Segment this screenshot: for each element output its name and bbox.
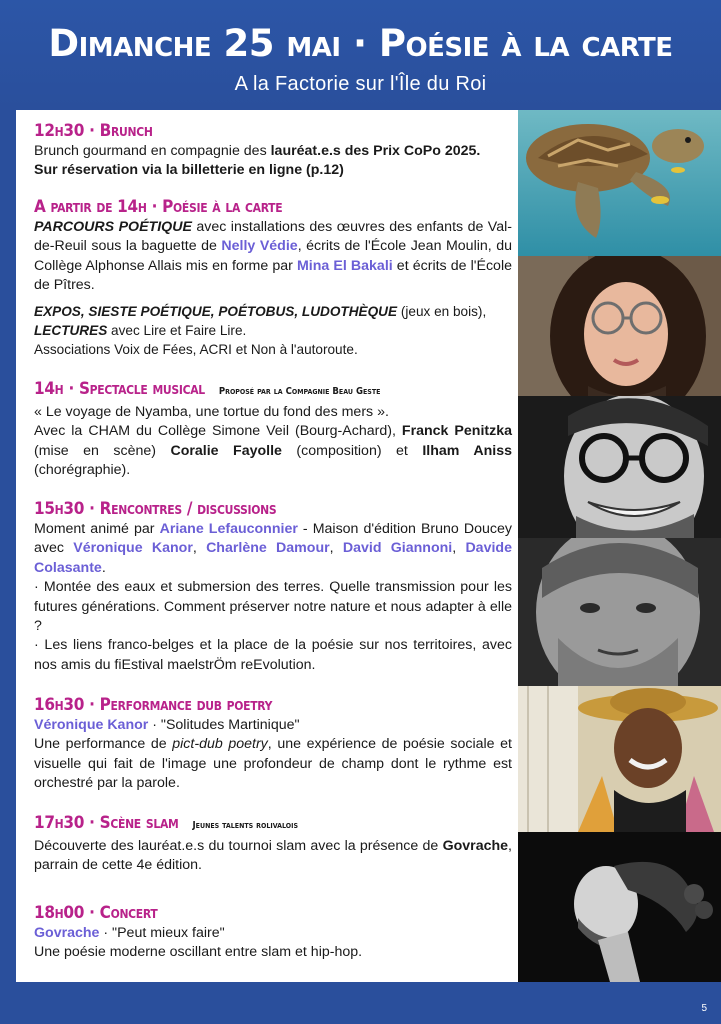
section-text: EXPOS, SIESTE POÉTIQUE, POÉTOBUS, LUDOTHÈQUE (jeux en bois), LECTURES avec Lire et Faire Lire. Associations Voix de Fées, ACRI et Non à l'autoroute. — [34, 303, 487, 358]
section-text: Découverte des lauréat.e.s du tournoi slam avec la présence de Govrache, parrain de cette 4e édition. — [34, 838, 512, 874]
artist-name: Nelly Védie — [221, 238, 298, 255]
section-poesie — [34, 196, 512, 360]
section-title: A partir de 14h · Poésie à la carte — [34, 197, 283, 217]
section-title: 12h30 · Brunch — [34, 121, 153, 141]
portrait-photo — [518, 538, 721, 686]
discussion-topic: · Les liens franco-belges et la place de la poésie sur nos territoires, avec nos amis du fiEstival maelstrÖm reEvolution. — [34, 637, 512, 673]
section-title: 14h · Spectacle musical Proposé par la Compagnie Beau Geste — [34, 379, 381, 399]
section-text: « Le voyage de Nyamba, une tortue du fond des mers ». Avec la CHAM du Collège Simone Veil (Bourg-Achard), Franck Penitzka (mise en scène) Coralie Fayolle (composition) et Ilham Aniss (chorégraphie). — [34, 404, 512, 479]
discussion-topic: · Montée des eaux et submersion des terres. Quelle transmission pour les futures générations. Comment préserver notre nature et nous adapter à elle ? — [34, 579, 512, 635]
portrait-photo — [518, 686, 721, 832]
artist-name: Davide Colasante — [34, 540, 512, 576]
artist-name: Ariane Lefauconnier — [159, 521, 298, 537]
section-dub-poetry — [34, 694, 512, 794]
portrait-photo — [518, 396, 721, 538]
artist-name: Mina El Bakali — [296, 257, 393, 274]
footer-band — [0, 982, 721, 1024]
page-number: 5 — [701, 1003, 707, 1014]
page-title: Dimanche 25 mai · Poésie à la carte — [48, 22, 673, 65]
section-title: 18h00 · Concert — [34, 903, 158, 923]
section-text: PARCOURS POÉTIQUE avec installations des œuvres des enfants de Val-de-Reuil sous la baguette de Nelly Védie, écrits de l'École Jean Moulin, du Collège Alphonse Allais mis en forme par Mina El Bakali et écrits de l'École de Pîtres. — [34, 219, 512, 294]
program-content — [16, 110, 518, 982]
artist-name: Charlène Damour — [206, 540, 330, 557]
portrait-photo — [518, 256, 721, 396]
section-spectacle — [34, 378, 512, 481]
section-rencontres — [34, 498, 512, 675]
section-title: 17h30 · Scène slam Jeunes talents rolivalois — [34, 813, 298, 833]
section-title: 15h30 · Rencontres / discussions — [34, 499, 277, 519]
section-text: Govrache · "Peut mieux faire" Une poésie moderne oscillant entre slam et hip-hop. — [34, 925, 363, 961]
section-brunch — [34, 120, 512, 181]
section-text: Véronique Kanor · "Solitudes Martinique" Une performance de pict-dub poetry, une expérience de poésie sociale et visuelle qui fait de l'image une profondeur de champ dont le rythme est orchestré par la parole. — [34, 717, 512, 792]
sea-turtle-photo — [518, 110, 721, 256]
artist-name: David Giannoni — [342, 540, 453, 557]
photo-column — [518, 110, 721, 982]
section-concert — [34, 902, 512, 963]
artist-name: Véronique Kanor — [34, 717, 149, 733]
section-note: Jeunes talents rolivalois — [192, 820, 298, 831]
section-title: 16h30 · Performance dub poetry — [34, 695, 273, 715]
page-subtitle: A la Factorie sur l'Île du Roi — [234, 73, 487, 95]
section-text: Moment animé par Ariane Lefauconnier - Maison d'édition Bruno Doucey avec Véronique Kanor, Charlène Damour, David Giannoni, Davide Colasante. — [34, 521, 512, 576]
header-band — [0, 0, 721, 108]
section-note: Proposé par la Compagnie Beau Geste — [218, 386, 381, 397]
section-slam — [34, 812, 512, 876]
section-text: Brunch gourmand en compagnie des lauréat.e.s des Prix CoPo 2025. Sur réservation via la billetterie en ligne (p.12) — [34, 143, 481, 179]
portrait-photo — [518, 832, 721, 982]
artist-name: Véronique Kanor — [73, 540, 193, 557]
artist-name: Govrache — [34, 925, 100, 941]
